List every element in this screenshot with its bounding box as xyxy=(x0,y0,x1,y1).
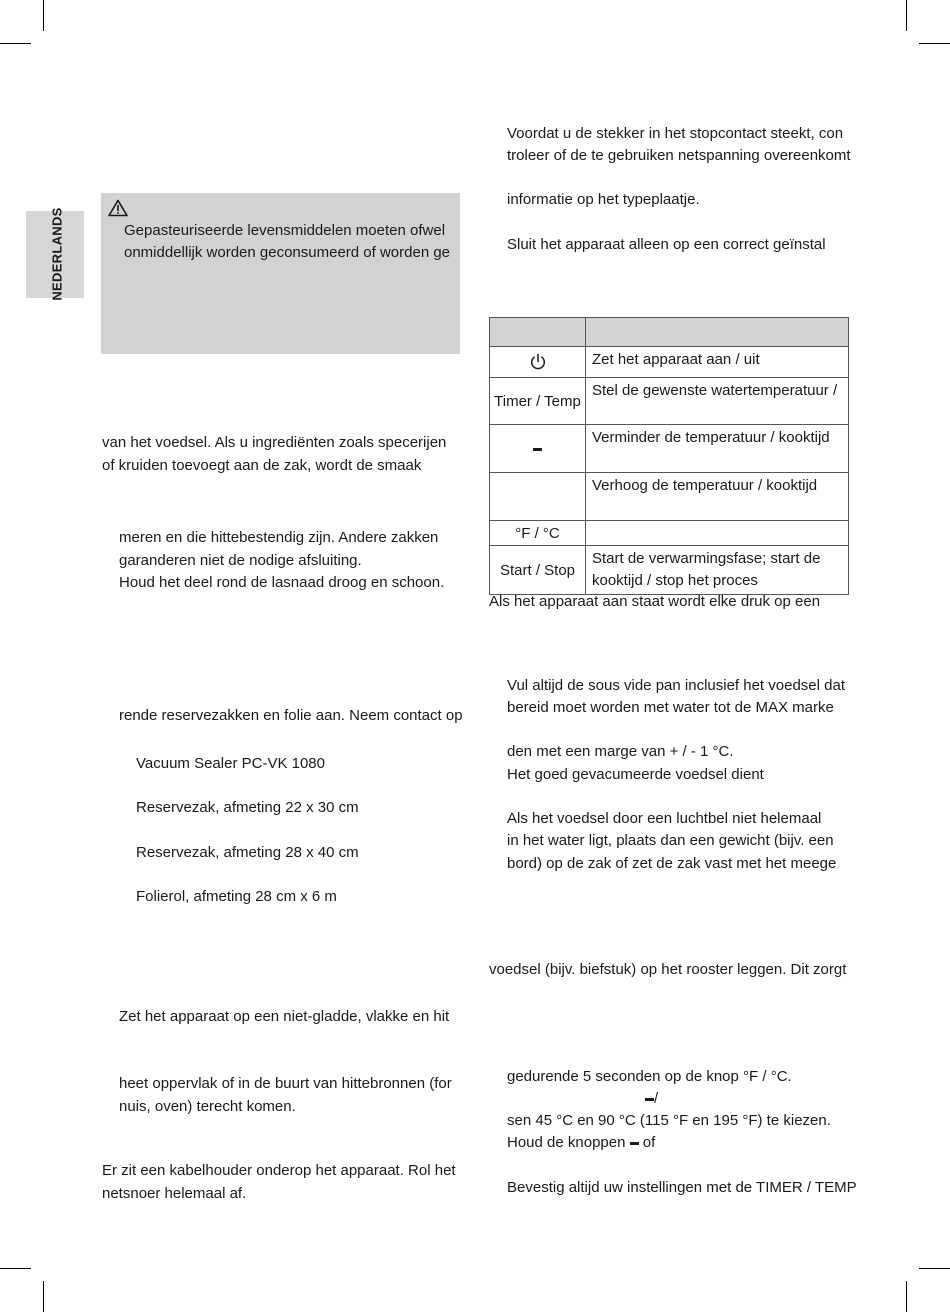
table-header-row xyxy=(490,318,849,347)
body-text: in het water ligt, plaats dan een gewicht (bijv. een xyxy=(507,832,834,849)
table-cell: Timer / Temp xyxy=(490,378,586,425)
body-text: van het voedsel. Als u ingrediënten zoals specerijen xyxy=(102,434,447,451)
table-row xyxy=(490,347,849,378)
warning-triangle-icon xyxy=(108,199,128,217)
body-text: netsnoer helemaal af. xyxy=(102,1185,247,1202)
table-cell: Start / Stop xyxy=(490,546,586,595)
body-text: Vul altijd de sous vide pan inclusief het voedsel dat xyxy=(507,677,845,694)
body-text: bord) op de zak of zet de zak vast met het meege xyxy=(507,855,837,872)
crop-mark xyxy=(0,1268,31,1269)
body-text: informatie op het typeplaatje. xyxy=(507,191,700,208)
crop-mark xyxy=(43,0,44,31)
body-text: Bevestig altijd uw instellingen met de TIMER / TEMP xyxy=(507,1179,857,1196)
body-text: bereid moet worden met water tot de MAX marke xyxy=(507,699,834,716)
body-text: Houd de knoppen of xyxy=(507,1134,656,1151)
body-text: gedurende 5 seconden op de knop °F / °C. xyxy=(507,1068,792,1085)
body-text: Sluit het apparaat alleen op een correct geïnstal xyxy=(507,236,826,253)
table-cell: Zet het apparaat aan / uit xyxy=(586,347,849,378)
body-text: Voordat u de stekker in het stopcontact steekt, con xyxy=(507,125,844,142)
body-text: garanderen niet de nodige afsluiting. xyxy=(119,552,362,569)
table-cell-line: Start de verwarmingsfase; start de xyxy=(592,550,821,567)
power-icon xyxy=(529,353,547,371)
body-text: den met een marge van + / - 1 °C. xyxy=(507,743,734,760)
table-cell: Verminder de temperatuur / kooktijd xyxy=(586,425,849,473)
table-cell xyxy=(586,521,849,546)
minus-icon xyxy=(645,1098,654,1101)
body-text: rende reservezakken en folie aan. Neem contact op xyxy=(119,707,463,724)
crop-mark xyxy=(0,43,31,44)
accessory-item: Reservezak, afmeting 22 x 30 cm xyxy=(136,799,359,816)
minus-icon xyxy=(533,448,542,451)
minus-slash-text: / xyxy=(645,1088,658,1110)
accessory-item: Folierol, afmeting 28 cm x 6 m xyxy=(136,888,337,905)
body-text: Zet het apparaat op een niet-gladde, vlakke en hit xyxy=(119,1008,450,1025)
body-text: Als het apparaat aan staat wordt elke druk op een xyxy=(489,593,821,610)
table-cell xyxy=(586,546,849,595)
crop-mark xyxy=(906,1281,907,1312)
table-row xyxy=(490,378,849,425)
table-row xyxy=(490,521,849,546)
crop-mark xyxy=(43,1281,44,1312)
body-text: meren en die hittebestendig zijn. Andere zakken xyxy=(119,529,439,546)
body-text: Er zit een kabelhouder onderop het apparaat. Rol het xyxy=(102,1162,456,1179)
table-cell xyxy=(490,473,586,521)
body-text: nuis, oven) terecht komen. xyxy=(119,1098,296,1115)
body-text: Als het voedsel door een luchtbel niet helemaal xyxy=(507,810,822,827)
accessory-item: Reservezak, afmeting 28 x 40 cm xyxy=(136,844,359,861)
table-row xyxy=(490,473,849,521)
warning-text: onmiddellijk worden geconsumeerd of worden ge xyxy=(124,244,451,261)
body-text: troleer of de te gebruiken netspanning overeenkomt xyxy=(507,147,851,164)
crop-mark xyxy=(906,0,907,31)
warning-text: Gepasteuriseerde levensmiddelen moeten ofwel xyxy=(124,222,446,239)
language-label: NEDERLANDS xyxy=(49,207,65,301)
table-row xyxy=(490,425,849,473)
crop-mark xyxy=(919,1268,950,1269)
body-text: Het goed gevacumeerde voedsel dient xyxy=(507,766,764,783)
minus-icon xyxy=(630,1142,639,1145)
body-text: voedsel (bijv. biefstuk) op het rooster leggen. Dit zorgt xyxy=(489,961,847,978)
crop-mark xyxy=(919,43,950,44)
table-cell: °F / °C xyxy=(490,521,586,546)
table-cell: Stel de gewenste watertemperatuur / xyxy=(586,378,849,425)
language-tab xyxy=(26,207,84,301)
accessory-item: Vacuum Sealer PC-VK 1080 xyxy=(136,755,325,772)
table-row xyxy=(490,546,849,595)
key-function-table xyxy=(489,317,849,595)
body-text: heet oppervlak of in de buurt van hittebronnen (for xyxy=(119,1075,452,1092)
table-cell-line: kooktijd / stop het proces xyxy=(592,572,758,589)
warning-box xyxy=(101,193,460,354)
body-text: Houd het deel rond de lasnaad droog en schoon. xyxy=(119,574,445,591)
table-cell: Verhoog de temperatuur / kooktijd xyxy=(586,473,849,521)
body-text: sen 45 °C en 90 °C (115 °F en 195 °F) te kiezen. xyxy=(507,1112,831,1129)
body-text: of kruiden toevoegt aan de zak, wordt de smaak xyxy=(102,457,422,474)
